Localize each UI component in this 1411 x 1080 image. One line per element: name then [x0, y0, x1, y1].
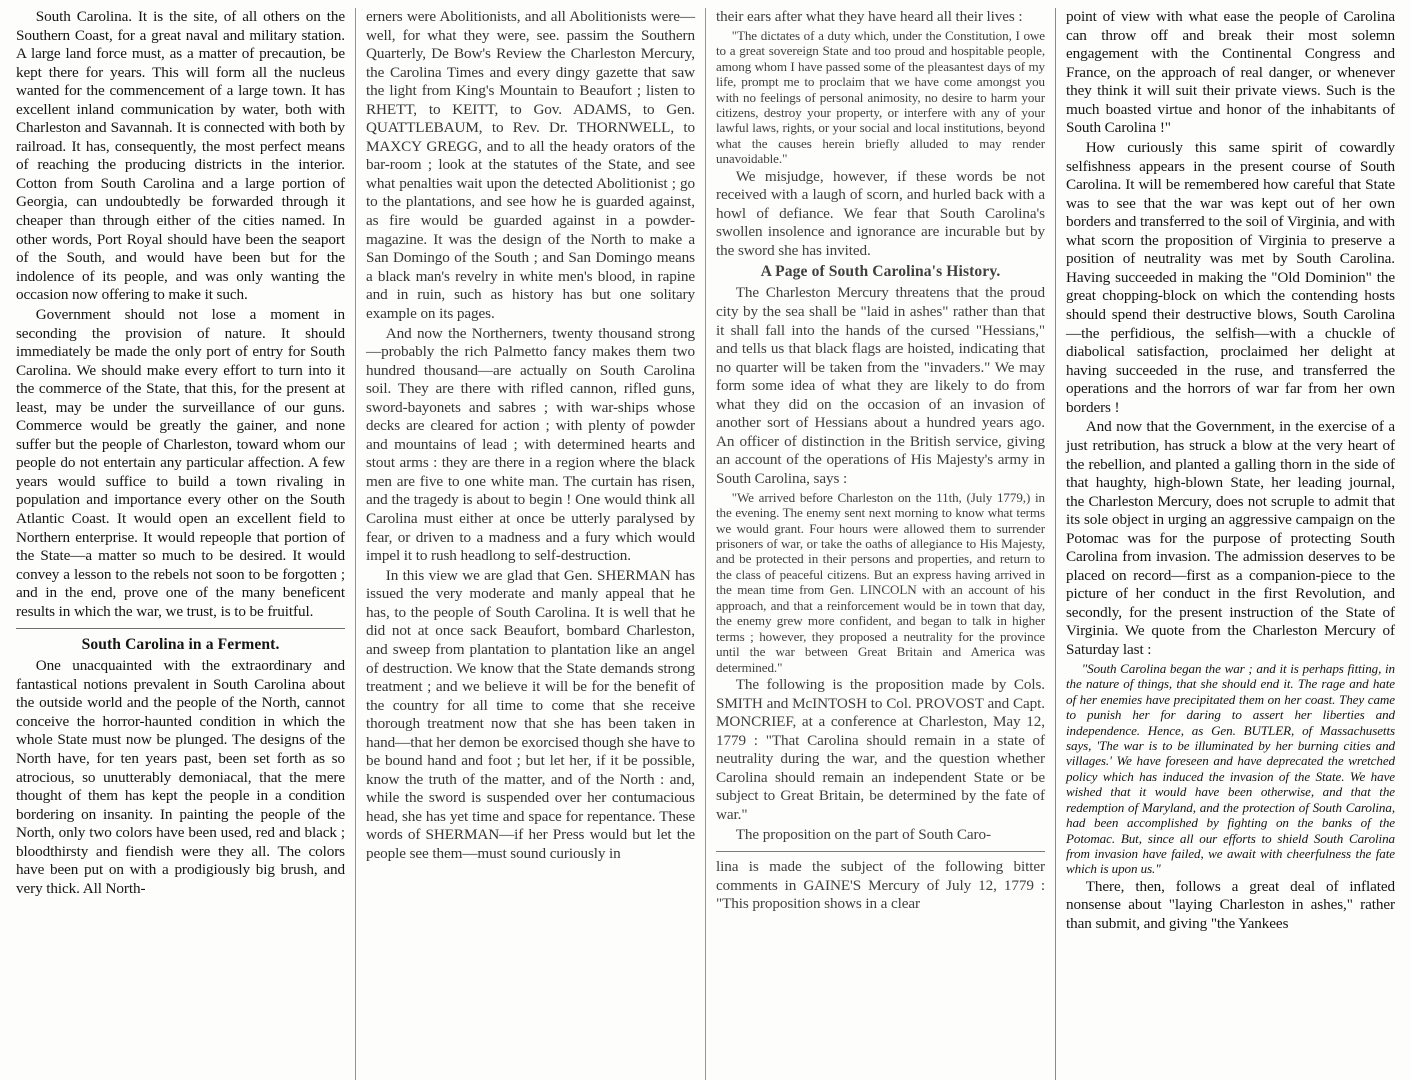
- paragraph: Government should not lose a moment in seconding the provision of nature. It should immediately be made the only port of entry for South Carolina. We should make every effort to turn into it the commerce of the State, that this, for the present at least, may be under the surveillance of our guns. Commerce would be greatly the gainer, and none suffer but the people of Charleston, toward whom our people do not entertain any particular affection. A few years would suffice to build a town rivaling in population and importance every other on the South Atlantic Coast. It would open an excellent field to Northern enterprise. It would repeople that portion of the State—a matter so much to be desired. It would convey a lesson to the rebels not soon to be forgotten ; and in the end, prove one of the many beneficent results in which the war, we trust, is to be fruitful.: [16, 305, 345, 620]
- article-headline: South Carolina in a Ferment.: [81, 636, 280, 654]
- quote-paragraph: "The dictates of a duty which, under the Constitution, I owe to a great sovereign State and too proud and hospitable people, among whom I have passed some of the pleasantest days of my life, prompt me to proclaim that we have come amongst you with no feelings of personal animosity, no desire to harm your citizens, destroy your property, or interfere with any of your lawful laws, rights, or your social and local institutions, beyond what the causes herein briefly alluded to may render unavoidable.": [716, 27, 1045, 167]
- quote-paragraph: "South Carolina began the war ; and it is perhaps fitting, in the nature of things, that she should end it. The rage and hate of her enemies have precipitated them on her coast. They came to punish her for daring to assert her liberties and independence. Hence, as Gen. BUTLER, of Massachusetts says, 'The war is to be illuminated by her burning cities and villages.' We have foreseen and have deprecated the wretched policy which has induced the invasion of the State. We have wished that it would have been otherwise, and that the redemption of Maryland, and the protection of South Carolina, had been accomplished by fighting on the banks of the Potomac. But, since all our efforts to shield South Carolina from invasion have failed, we await with cheerfulness the fate which is upon us.": [1066, 660, 1395, 877]
- block-quote: [716, 490, 1045, 675]
- paragraph: The proposition on the part of South Caro-: [735, 825, 991, 843]
- paragraph: We misjudge, however, if these words be not received with a laugh of scorn, and hurled back with a howl of defiance. We fear that South Carolina's swollen insolence and ignorance are incurable but by the sword she has invited.: [716, 167, 1045, 259]
- article-headline: A Page of South Carolina's History.: [760, 263, 1001, 281]
- column-divider-rule: [716, 851, 1045, 852]
- column-1: [6, 8, 355, 1080]
- paragraph: One unacquainted with the extraordinary and fantastical notions prevalent in South Carolina about the outside world and the people of the North, cannot conceive the horror-haunted condition in which the whole State must now be plunged. The designs of the North have, for ten years past, been set forth as so atrocious, so unutterably demoniacal, that the mere thought of them has kept the people in a condition bordering on insanity. In painting the people of the North, only two colors have been used, red and black ; bloodthirsty and fiendish were they all. The colors have been put on with a prodigiously big brush, and very thick. All North-: [16, 657, 345, 897]
- block-quote: [716, 28, 1045, 167]
- paragraph: And now that the Government, in the exercise of a just retribution, has struck a blow at the very heart of the rebellion, and planted a galling thorn in the side of that haughty, high-blown State, her leading journal, the Charleston Mercury, does not scruple to admit that its sole object in urging an aggressive campaign on the Potomac was for the purpose of protecting South Carolina from invasion. The admission deserves to be placed on record—first as a companion-piece to the picture of her conduct in the first Revolution, and secondly, for the present instruction of the State of Virginia. We quote from the Charleston Mercury of Saturday last :: [1066, 418, 1395, 658]
- column-divider-rule: [16, 628, 345, 629]
- paragraph: How curiously this same spirit of cowardly selfishness appears in the present course of South Carolina. It will be remembered how careful that State was to see that the war was kept out of her own borders and transferred to the soil of Virginia, and with what scorn the proposition of Virginia to preserve a position of neutrality was met by South Carolina. Having succeeded in making the "Old Dominion" the great chopping-block on which the contending hosts should spend their destructive blows, South Carolina—the perfidious, the selfish—with a chuckle of diabolical satisfaction, proclaimed her delight at having succeeded in the ruse, and transferred the operations and the horrors of war far from her own borders !: [1066, 139, 1395, 416]
- column-4: [1055, 8, 1405, 1080]
- column-3: [705, 8, 1055, 1080]
- paragraph-continued: their ears after what they have heard all their lives :: [716, 8, 1023, 25]
- paragraph: The following is the proposition made by Cols. SMITH and McINTOSH to Col. PROVOST and Capt. MONCRIEF, at a conference at Charleston, May 12, 1779 : "That Carolina should remain in a state of neutrality during the war, and the question whether Carolina should remain an independent State or be subject to Great Britain, be determined by the fate of war.": [716, 676, 1045, 823]
- paragraph-continued: point of view with what ease the people of Carolina can throw off and break their most solemn engagement with the Continental Congress and France, on the approach of real danger, or whenever they think it will suit their private views. Such is the much boasted virtue and honor of the inhabitants of South Carolina !": [1066, 8, 1395, 137]
- paragraph-continued: lina is made the subject of the following bitter comments in GAINE'S Mercury of July 12, 1779 : "This proposition shows in a clear: [716, 858, 1045, 913]
- quote-paragraph: "We arrived before Charleston on the 11th, (July 1779,) in the evening. The enemy sent next morning to know what terms we would grant. Four hours were allowed them to surrender prisoners of war, or take the oaths of allegiance to His Majesty, and be protected in their persons and properties, and return to the class of peaceful citizens. But an express having arrived in the mean time from Gen. LINCOLN with an account of his approach, and that a reinforcement would be in town that day, the enemy grew more confident, and began to talk in higher terms ; however, they proposed a neutrality for the province until the war between Great Britain and America was determined.": [716, 489, 1045, 675]
- paragraph: In this view we are glad that Gen. SHERMAN has issued the very moderate and manly appeal that he has, to the people of South Carolina. It is well that he did not at once sack Beaufort, bombard Charleston, and sweep from plantation to plantation like an angel of destruction. We know that the State demands strong treatment ; and we believe it will be for the benefit of the country for all time to come that she receive thorough treatment now that she has been taken in hand—that her demon be exorcised though she have to be bound hand and foot ; but let her, if it be possible, know the truth of the matter, and of the North : and, while the sword is suspended over her contumacious head, she has yet time and space for repentance. These words of SHERMAN—if her Press would but let the people see them—must sound curiously in: [366, 566, 695, 863]
- column-2: [355, 8, 705, 1080]
- paragraph: There, then, follows a great deal of inflated nonsense about "laying Charleston in ashes," rather than submit, and giving "the Yankees: [1066, 877, 1395, 933]
- paragraph: And now the Northerners, twenty thousand strong—probably the rich Palmetto fancy makes them two hundred thousand—are actually on South Carolina soil. They are there with rifled cannon, rifled guns, sword-bayonets and sabres ; with war-ships whose decks are cleared for action ; with plenty of powder and mountains of lead ; with determined hearts and stout arms : they are there in a region where the black men are five to one white man. The curtain has risen, and the tragedy is about to begin ! One would think all Carolina must either at once be utterly paralysed by fear, or driven to a madness and a fury which would impel it to rush headlong to self-destruction.: [366, 324, 695, 565]
- paragraph: The Charleston Mercury threatens that the proud city by the sea shall be "laid in ashes" rather than that it shall fall into the hands of the cursed "Hessians," and tells us that black flags are hoisted, indicating that no quarter will be taken from the "invaders." We may form some idea of what they are likely to do from what they did on the occasion of an invasion of another sort of Hessians about a hundred years ago. An officer of distinction in the British service, giving an account of the operations of His Majesty's army in South Carolina, says :: [716, 284, 1045, 487]
- paragraph-continued: erners were Abolitionists, and all Abolitionists were—well, for what they were, see. passim the Southern Quarterly, De Bow's Review the Charleston Mercury, the Carolina Times and every dingy gazette that saw the light from King's Mountain to Beaufort ; listen to RHETT, to KEITT, to Gov. ADAMS, to Gen. QUATTLEBAUM, to Rev. Dr. THORNWELL, to MAXCY GREGG, and to all the heady orators of the bar-room ; look at the statutes of the State, and see what penalties wait upon the detected Abolitionist ; go to the plantations, and see how he is guarded against, as fire would be guarded against in a powder-magazine. It was the design of the North to make a San Domingo of the South ; and San Domingo means a black man's revelry in white men's blood, in rapine and in ruin, such as history has but one solitary example on its pages.: [366, 8, 695, 322]
- block-quote-italic: [1066, 661, 1395, 877]
- paragraph: South Carolina. It is the site, of all others on the Southern Coast, for a great naval and military station. A large land force must, as a matter of precaution, be kept there for years. This will form all the nucleus wanted for the commencement of a large town. It has excellent inland communication by water, both with Charleston and Savannah. It is connected with both by railroad. It has, consequently, the most perfect means of reaching the producing districts in the interior. Cotton from South Carolina and a large portion of Georgia, can undoubtedly be forwarded through it cheaper than through either of the cities named. In other words, Port Royal should have been the seaport of the South, and would have been but for the indolence of its people, and was only wanting the occasion now offering to make it such.: [16, 8, 345, 304]
